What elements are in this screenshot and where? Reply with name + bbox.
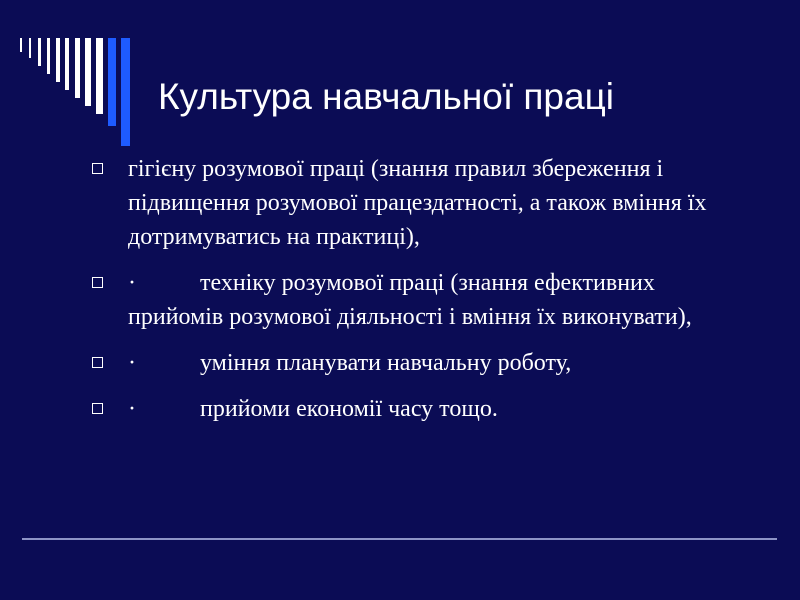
- bullet-list: [92, 152, 732, 438]
- checkbox-square-icon: [92, 357, 103, 368]
- checkbox-square-icon: [92, 163, 103, 174]
- stripe-11: [121, 38, 130, 146]
- middle-dot: ·: [128, 350, 136, 376]
- bullet-item: [92, 346, 732, 380]
- stripe-8: [85, 38, 91, 106]
- checkbox-square-icon: [92, 277, 103, 288]
- slide-title: Культура навчальної праці: [158, 76, 614, 117]
- bullet-text: [128, 152, 732, 254]
- bullet-text-content: уміння планувати навчальну роботу,: [200, 350, 572, 376]
- stripe-7: [75, 38, 80, 98]
- stripe-3: [38, 38, 41, 66]
- stripe-10: [108, 38, 116, 126]
- bullet-item: [92, 266, 732, 334]
- decorative-stripes: [0, 0, 140, 160]
- stripe-2: [29, 38, 31, 58]
- stripe-4: [47, 38, 50, 74]
- bullet-text: [128, 266, 732, 334]
- stripe-1: [20, 38, 22, 52]
- bullet-text: [128, 346, 732, 380]
- middle-dot: ·: [128, 396, 136, 422]
- checkbox-square-icon: [92, 403, 103, 414]
- bullet-text: [128, 392, 732, 426]
- bullet-text-content: гігієну розумової праці (знання правил збереження і підвищення розумової працездатності, а також вміння їх дотримуватись на практиці),: [128, 156, 707, 250]
- bullet-item: [92, 152, 732, 254]
- bullet-item: [92, 392, 732, 426]
- stripe-9: [96, 38, 103, 114]
- bullet-text-content: прийоми економії часу тощо.: [200, 396, 498, 422]
- bullet-text-content: техніку розумової праці (знання ефективних прийомів розумової діяльності і вміння їх виконувати),: [128, 270, 692, 330]
- stripe-6: [65, 38, 69, 90]
- middle-dot: ·: [128, 270, 136, 296]
- bottom-divider: [22, 538, 777, 540]
- stripe-5: [56, 38, 60, 82]
